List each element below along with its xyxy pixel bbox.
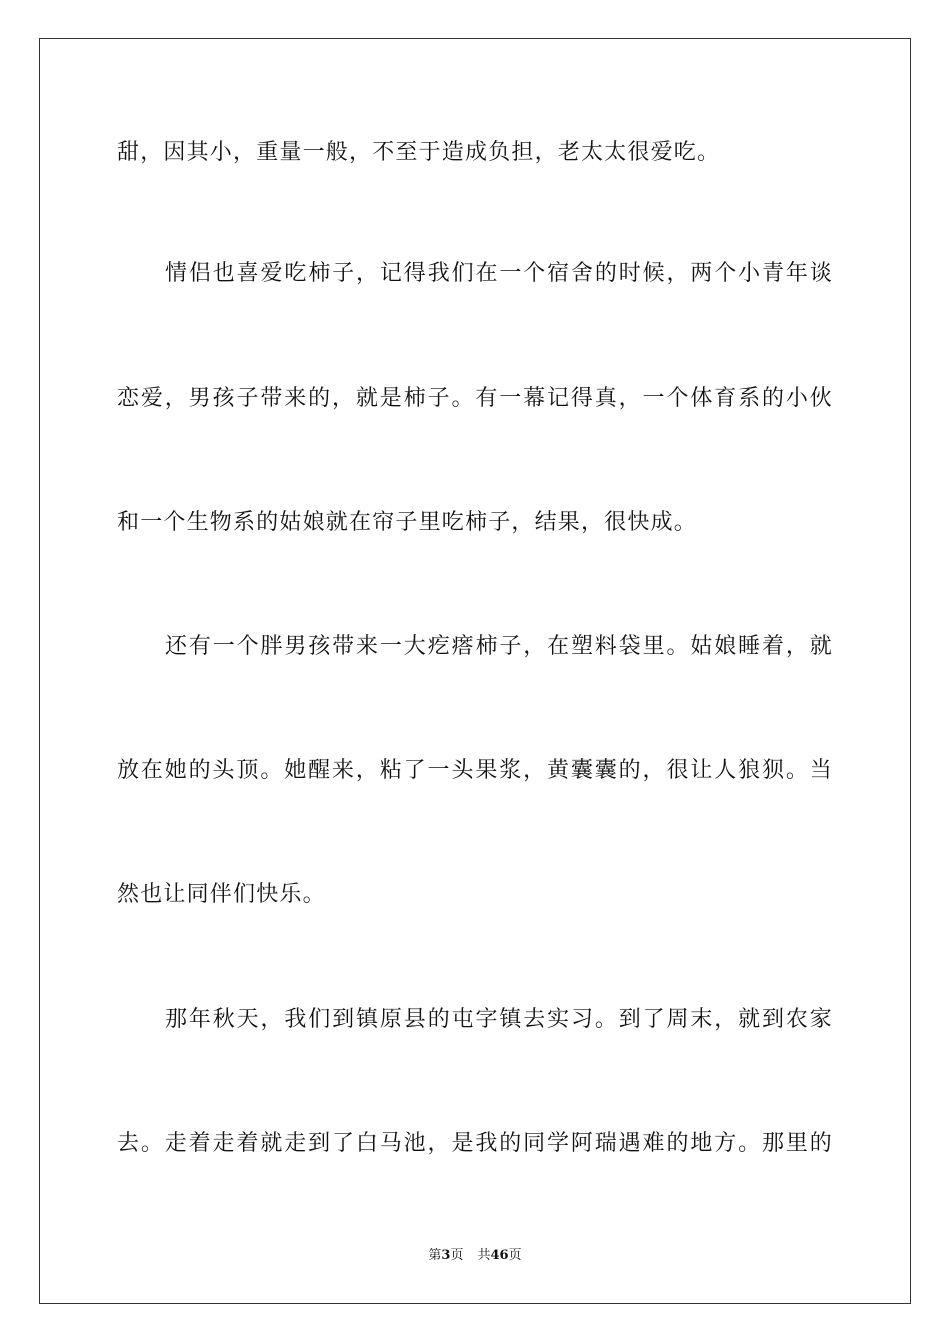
text-line: 恋爱，男孩子带来的，就是柿子。有一幕记得真，一个体育系的小伙	[117, 386, 833, 411]
page-border	[39, 38, 911, 1304]
total-pages: 46	[490, 1248, 509, 1263]
text-line: 那年秋天，我们到镇原县的屯字镇去实习。到了周末，就到农家	[165, 1007, 833, 1032]
text-line: 放在她的头顶。她醒来，粘了一头果浆，黄囊囊的，很让人狼狈。当	[117, 758, 833, 783]
page-prefix: 第	[428, 1248, 442, 1263]
text-line: 还有一个胖男孩带来一大疙瘩柿子，在塑料袋里。姑娘睡着，就	[165, 634, 833, 659]
page-suffix: 页	[450, 1248, 464, 1263]
page-footer	[0, 1247, 950, 1265]
text-line: 情侣也喜爱吃柿子，记得我们在一个宿舍的时候，两个小青年谈	[165, 261, 833, 286]
total-prefix: 共	[477, 1248, 491, 1263]
text-line: 和一个生物系的姑娘就在帘子里吃柿子，结果，很快成。	[117, 510, 698, 535]
total-suffix: 页	[508, 1248, 522, 1263]
text-line: 甜，因其小，重量一般，不至于造成负担，老太太很爱吃。	[117, 140, 721, 165]
text-line: 去。走着走着就走到了白马池，是我的同学阿瑞遇难的地方。那里的	[117, 1131, 833, 1156]
text-line: 然也让同伴们快乐。	[117, 882, 326, 907]
page-number: 3	[441, 1248, 451, 1263]
